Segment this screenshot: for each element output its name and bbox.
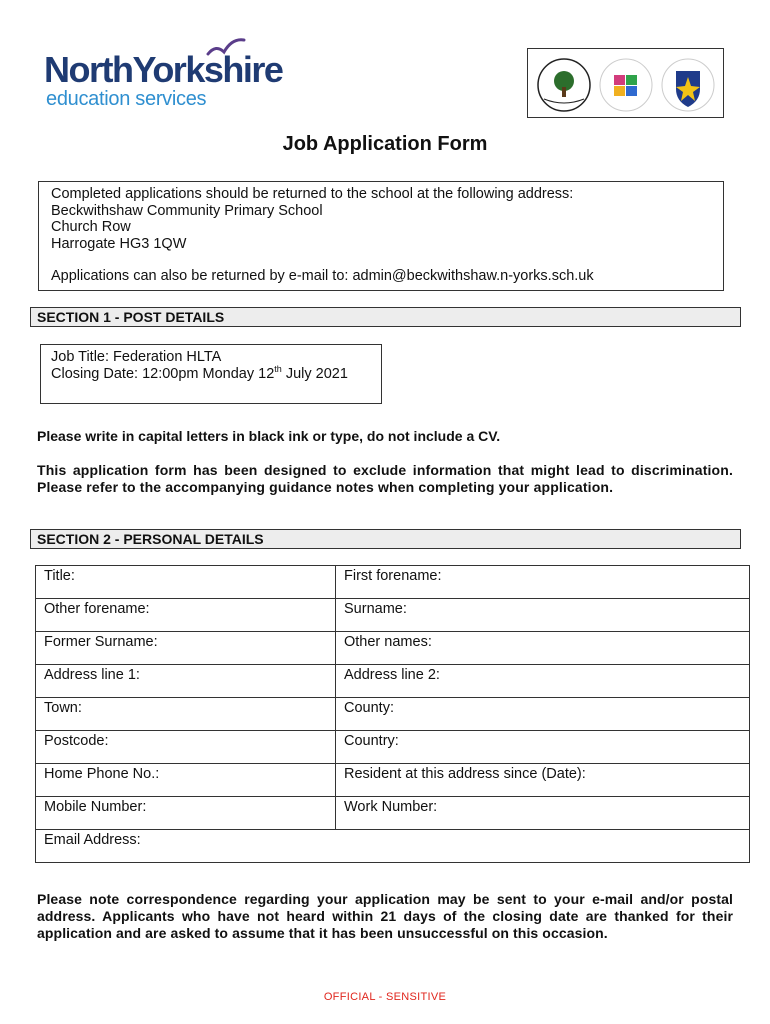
other-forename-field[interactable]: Other forename: bbox=[36, 599, 336, 632]
surname-field[interactable]: Surname: bbox=[336, 599, 750, 632]
work-number-field[interactable]: Work Number: bbox=[336, 797, 750, 830]
table-row bbox=[36, 764, 750, 797]
return-address-intro: Completed applications should be returned to the school at the following address: bbox=[51, 186, 574, 202]
capital-letters-instruction: Please write in capital letters in black ink or type, do not include a CV. bbox=[37, 428, 501, 444]
ripley-school-logo-icon bbox=[658, 57, 718, 113]
mobile-number-field[interactable]: Mobile Number: bbox=[36, 797, 336, 830]
address-line-2-field[interactable]: Address line 2: bbox=[336, 665, 750, 698]
email-return-note: Applications can also be returned by e-mail to: admin@beckwithshaw.n-yorks.sch.uk bbox=[51, 268, 594, 284]
job-title: Job Title: Federation HLTA bbox=[51, 349, 222, 365]
closing-date: Closing Date: 12:00pm Monday 12th July 2021 bbox=[51, 364, 348, 382]
table-row bbox=[36, 830, 750, 863]
address-line: Harrogate HG3 1QW bbox=[51, 235, 187, 252]
post-details-box bbox=[40, 344, 382, 404]
email-address-field[interactable]: Email Address: bbox=[36, 830, 750, 863]
former-surname-field[interactable]: Former Surname: bbox=[36, 632, 336, 665]
table-row bbox=[36, 665, 750, 698]
org-logo-subtitle: education services bbox=[46, 88, 207, 110]
table-row bbox=[36, 632, 750, 665]
town-field[interactable]: Town: bbox=[36, 698, 336, 731]
org-logo-wordmark: NorthYorkshire bbox=[44, 49, 283, 90]
section1-heading: SECTION 1 - POST DETAILS bbox=[30, 307, 741, 327]
postcode-field[interactable]: Postcode: bbox=[36, 731, 336, 764]
resident-since-field[interactable]: Resident at this address since (Date): bbox=[336, 764, 750, 797]
address-line-1-field[interactable]: Address line 1: bbox=[36, 665, 336, 698]
page-title: Job Application Form bbox=[282, 133, 488, 155]
title-field[interactable]: Title: bbox=[36, 566, 336, 599]
table-row bbox=[36, 797, 750, 830]
kettlesing-school-logo-icon bbox=[596, 57, 656, 113]
beckwithshaw-school-logo-icon bbox=[534, 57, 594, 113]
classification-footer: OFFICIAL - SENSITIVE bbox=[323, 991, 447, 1003]
address-line: Church Row bbox=[51, 219, 131, 235]
first-forename-field[interactable]: First forename: bbox=[336, 566, 750, 599]
home-phone-field[interactable]: Home Phone No.: bbox=[36, 764, 336, 797]
correspondence-note: Please note correspondence regarding your application may be sent to your e-mail and/or postal address. Applicants who have not heard within 21 days of the closing date are thanked for their application and are asked to assume that it has been unsuccessful on this occasion. bbox=[37, 891, 733, 941]
section2-heading: SECTION 2 - PERSONAL DETAILS bbox=[30, 529, 741, 549]
personal-details-table bbox=[35, 565, 750, 863]
discrimination-note: This application form has been designed to exclude information that might lead to discrimination. Please refer to the accompanying guidance notes when completing your application. bbox=[37, 462, 733, 495]
county-field[interactable]: County: bbox=[336, 698, 750, 731]
table-row bbox=[36, 599, 750, 632]
table-row bbox=[36, 731, 750, 764]
school-logos-box bbox=[527, 48, 724, 118]
table-row bbox=[36, 698, 750, 731]
address-line: Beckwithshaw Community Primary School bbox=[51, 202, 323, 219]
country-field[interactable]: Country: bbox=[336, 731, 750, 764]
other-names-field[interactable]: Other names: bbox=[336, 632, 750, 665]
table-row bbox=[36, 566, 750, 599]
bird-icon bbox=[206, 36, 246, 62]
return-address-box bbox=[38, 181, 724, 291]
